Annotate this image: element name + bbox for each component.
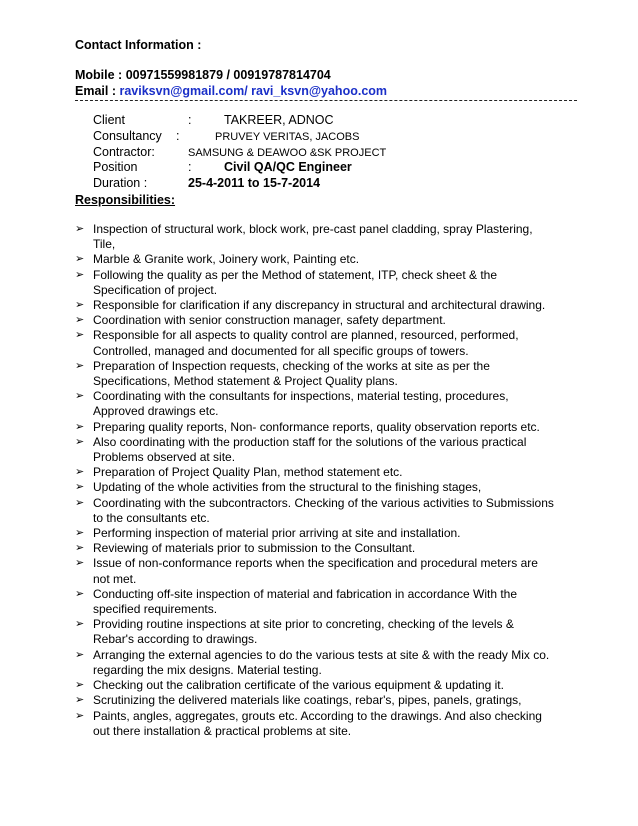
arrow-bullet-icon: ➢ — [75, 466, 85, 479]
responsibility-text: Reviewing of materials prior to submission to the Consultant. — [93, 541, 416, 556]
responsibility-text: Coordinating with the consultants for inspections, material testing, procedures, Approved drawings etc. — [93, 389, 509, 419]
responsibility-item — [75, 693, 555, 708]
email-address-link[interactable]: raviksvn@gmail.com/ ravi_ksvn@yahoo.com — [119, 84, 388, 98]
responsibility-item — [75, 359, 555, 389]
responsibility-item — [75, 587, 555, 617]
client-value: TAKREER, ADNOC — [224, 113, 334, 127]
email-label: Email : — [75, 84, 120, 98]
responsibility-item — [75, 526, 555, 541]
arrow-bullet-icon: ➢ — [75, 496, 85, 509]
responsibility-item — [75, 465, 555, 480]
duration-label: Duration : — [93, 176, 148, 190]
arrow-bullet-icon: ➢ — [75, 359, 85, 372]
consultancy-value: PRUVEY VERITAS, JACOBS — [215, 131, 360, 143]
responsibility-text: Updating of the whole activities from the structural to the finishing stages, — [93, 480, 482, 495]
responsibility-item — [75, 648, 555, 678]
responsibility-item — [75, 709, 555, 739]
responsibility-text: Responsible for all aspects to quality control are planned, resourced, performed, Controlled, managed and documented for all specific groups of towers. — [93, 328, 519, 358]
responsibility-item — [75, 617, 555, 647]
responsibility-text: Issue of non-conformance reports when the specification and procedural meters are not met. — [93, 556, 538, 586]
responsibility-text: Arranging the external agencies to do the various tests at site & with the ready Mix co. regarding the mix designs. Material testing. — [93, 647, 550, 677]
responsibility-text: Responsible for clarification if any discrepancy in structural and architectural drawing. — [93, 298, 546, 313]
responsibilities-list — [75, 222, 555, 739]
email-line — [75, 84, 387, 98]
client-label: Client — [93, 113, 125, 127]
responsibility-item — [75, 541, 555, 556]
responsibility-text: Scrutinizing the delivered materials like coatings, rebar's, pipes, panels, gratings, — [93, 693, 522, 708]
responsibility-text: Also coordinating with the production staff for the solutions of the various practical Problems observed at site. — [93, 434, 527, 465]
responsibility-item — [75, 496, 555, 526]
responsibility-text: Inspection of structural work, block work, pre-cast panel cladding, spray Plastering, Tile, — [93, 222, 533, 252]
contact-title: Contact Information : — [75, 38, 202, 52]
arrow-bullet-icon: ➢ — [75, 481, 85, 494]
contractor-label: Contractor: — [93, 145, 155, 159]
responsibility-text: Marble & Granite work, Joinery work, Painting etc. — [93, 252, 360, 267]
responsibility-item — [75, 556, 555, 586]
client-separator: : — [188, 113, 192, 127]
arrow-bullet-icon: ➢ — [75, 618, 85, 631]
responsibility-item — [75, 252, 555, 267]
arrow-bullet-icon: ➢ — [75, 420, 85, 433]
responsibility-item — [75, 328, 555, 358]
responsibility-text: Conducting off-site inspection of material and fabrication in accordance With the specified requirements. — [93, 586, 518, 617]
arrow-bullet-icon: ➢ — [75, 435, 85, 448]
duration-value: 25-4-2011 to 15-7-2014 — [188, 176, 321, 190]
arrow-bullet-icon: ➢ — [75, 268, 85, 281]
responsibility-item — [75, 222, 555, 252]
arrow-bullet-icon: ➢ — [75, 679, 85, 692]
consultancy-label: Consultancy — [93, 129, 162, 143]
arrow-bullet-icon: ➢ — [75, 587, 85, 600]
responsibility-item — [75, 389, 555, 419]
responsibility-text: Coordinating with the subcontractors. Checking of the various activities to Submissions to the consultants etc. — [93, 495, 554, 525]
responsibility-text: Paints, angles, aggregates, grouts etc. According to the drawings. And also checking out there installation & practical problems at site. — [93, 708, 542, 738]
responsibility-text: Following the quality as per the Method of statement, ITP, check sheet & the Specification of project. — [93, 267, 498, 297]
mobile-number: Mobile : 00971559981879 / 00919787814704 — [75, 68, 331, 82]
responsibility-text: Providing routine inspections at site prior to concreting, checking of the levels & Rebar's according to drawings. — [93, 617, 514, 647]
responsibility-text: Performing inspection of material prior arriving at site and installation. — [93, 526, 461, 541]
arrow-bullet-icon: ➢ — [75, 299, 85, 312]
responsibility-item — [75, 298, 555, 313]
arrow-bullet-icon: ➢ — [75, 253, 85, 266]
responsibility-item — [75, 420, 555, 435]
arrow-bullet-icon: ➢ — [75, 542, 85, 555]
contractor-value: SAMSUNG & DEAWOO &SK PROJECT — [188, 147, 387, 159]
responsibility-text: Coordination with senior construction manager, safety department. — [93, 313, 446, 328]
position-value: Civil QA/QC Engineer — [224, 160, 352, 174]
arrow-bullet-icon: ➢ — [75, 329, 85, 342]
arrow-bullet-icon: ➢ — [75, 694, 85, 707]
responsibility-item — [75, 313, 555, 328]
responsibility-text: Preparing quality reports, Non- conformance reports, quality observation reports etc. — [93, 419, 540, 434]
arrow-bullet-icon: ➢ — [75, 648, 85, 661]
position-separator: : — [188, 160, 192, 174]
arrow-bullet-icon: ➢ — [75, 223, 85, 235]
responsibilities-heading: Responsibilities: — [75, 193, 176, 207]
arrow-bullet-icon: ➢ — [75, 709, 85, 722]
dashed-divider — [75, 100, 577, 101]
responsibility-item — [75, 268, 555, 298]
arrow-bullet-icon: ➢ — [75, 390, 85, 403]
arrow-bullet-icon: ➢ — [75, 557, 85, 570]
responsibility-item — [75, 678, 555, 693]
arrow-bullet-icon: ➢ — [75, 527, 85, 540]
responsibility-item — [75, 435, 555, 465]
position-label: Position — [93, 160, 138, 174]
responsibility-text: Preparation of Project Quality Plan, method statement etc. — [93, 465, 403, 480]
consultancy-separator: : — [176, 129, 180, 143]
responsibility-item — [75, 480, 555, 495]
arrow-bullet-icon: ➢ — [75, 314, 85, 327]
responsibility-text: Checking out the calibration certificate of the various equipment & updating it. — [93, 678, 504, 693]
responsibility-text: Preparation of Inspection requests, checking of the works at site as per the Specifications, Method statement & Project Quality plans. — [93, 358, 490, 389]
